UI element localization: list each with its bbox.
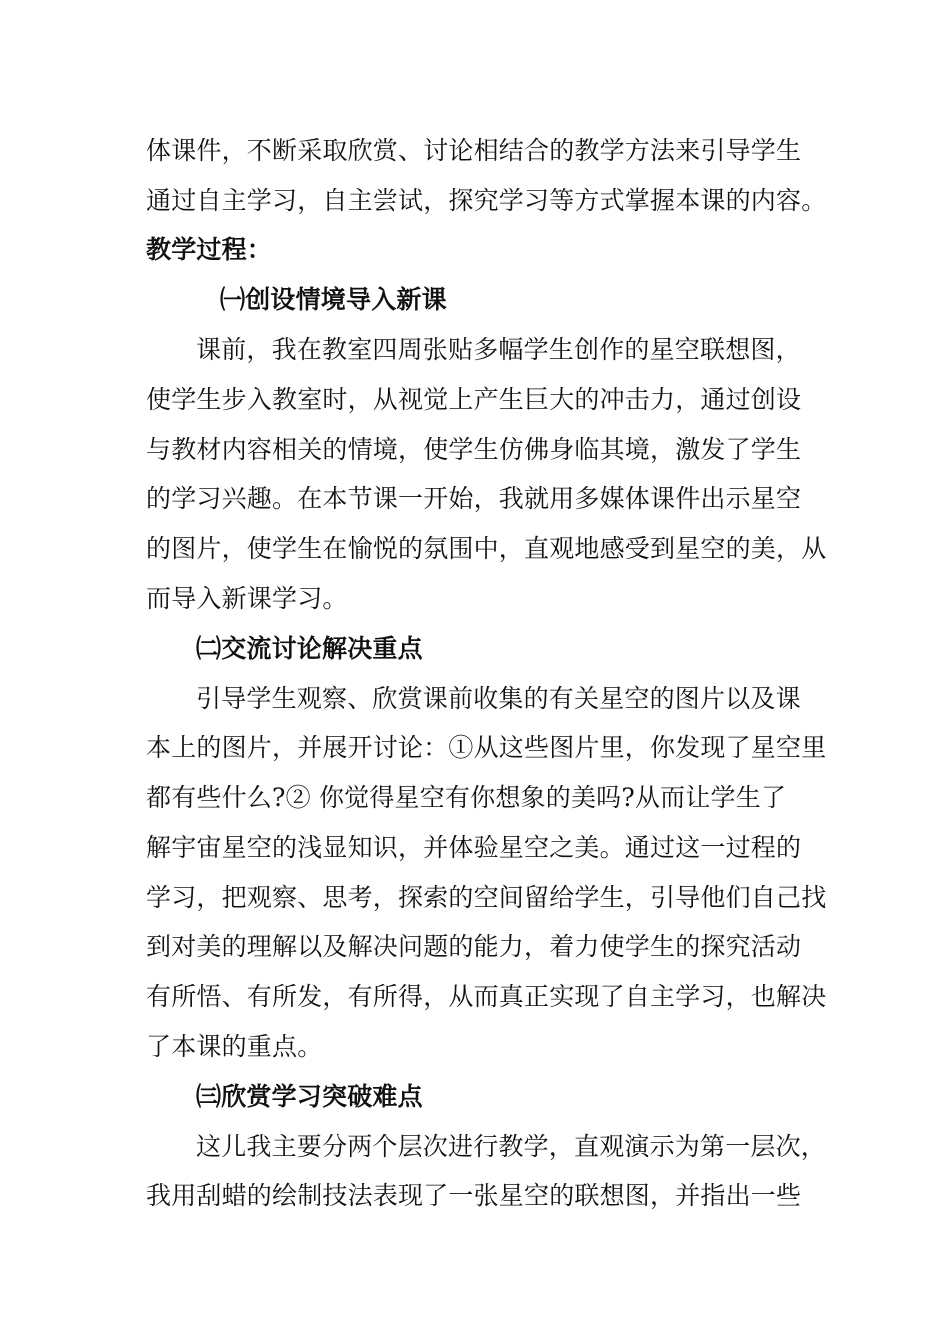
body-text-line: 引导学生观察、欣赏课前收集的有关星空的图片以及课: [196, 684, 801, 713]
section-heading: 教学过程：: [146, 235, 273, 264]
body-text-line: 通过自主学习，自主尝试，探究学习等方式掌握本课的内容。: [146, 186, 827, 215]
body-text-line: 都有些什么?② 你觉得星空有你想象的美吗?从而让学生了: [146, 783, 787, 812]
subsection-heading: ㈢欣赏学习突破难点: [196, 1082, 423, 1111]
subsection-heading: ㈡交流讨论解决重点: [196, 634, 423, 663]
body-text-line: 学习，把观察、思考，探索的空间留给学生，引导他们自己找: [146, 883, 827, 912]
body-text-line: 的学习兴趣。在本节课一开始，我就用多媒体课件出示星空: [146, 484, 802, 513]
body-text-line: 到对美的理解以及解决问题的能力，着力使学生的探究活动: [146, 932, 802, 961]
body-text-line: 本上的图片，并展开讨论：①从这些图片里，你发现了星空里: [146, 733, 827, 762]
body-text-line: 与教材内容相关的情境，使学生仿佛身临其境，激发了学生: [146, 435, 802, 464]
subsection-heading: ㈠创设情境导入新课: [220, 285, 447, 314]
body-text-line: 课前，我在教室四周张贴多幅学生创作的星空联想图，: [196, 335, 801, 364]
body-text-line: 了本课的重点。: [146, 1032, 323, 1061]
body-text-line: 体课件，不断采取欣赏、讨论相结合的教学方法来引导学生: [146, 136, 802, 165]
body-text-line: 解宇宙星空的浅显知识，并体验星空之美。通过这一过程的: [146, 833, 802, 862]
body-text-line: 这儿我主要分两个层次进行教学，直观演示为第一层次，: [196, 1132, 827, 1161]
body-text-line: 我用刮蜡的绘制技法表现了一张星空的联想图，并指出一些: [146, 1181, 802, 1210]
body-text-line: 有所悟、有所发，有所得，从而真正实现了自主学习，也解决: [146, 982, 827, 1011]
body-text-line: 而导入新课学习。: [146, 584, 348, 613]
body-text-line: 的图片，使学生在愉悦的氛围中，直观地感受到星空的美，从: [146, 534, 827, 563]
body-text-line: 使学生步入教室时，从视觉上产生巨大的冲击力，通过创设: [146, 385, 802, 414]
